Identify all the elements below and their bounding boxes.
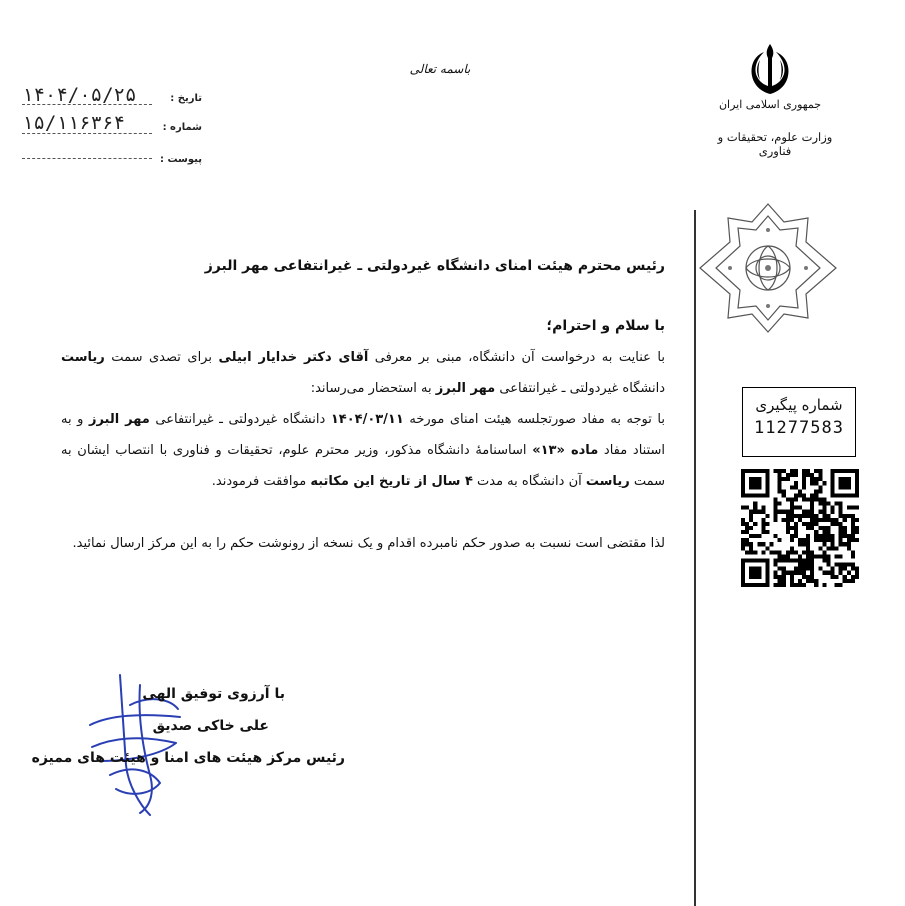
p2-university: مهر البرز (88, 412, 150, 427)
p1-e: دانشگاه غیردولتی ـ غیرانتفاعی (495, 381, 665, 396)
date-label: تاریخ : (170, 93, 202, 104)
date-underline (22, 104, 152, 105)
attachment-label: پیوست : (159, 154, 202, 165)
paragraph-1 (61, 342, 665, 404)
ministry-line-1: جمهوری اسلامی ایران (718, 98, 822, 111)
number-row (22, 112, 202, 134)
p1-position: ریاست (61, 350, 105, 365)
p2-c: دانشگاه غیردولتی ـ غیرانتفاعی (149, 412, 331, 427)
p2-date: ۱۴۰۴/۰۳/۱۱ (330, 412, 404, 427)
p2-k: موافقت فرمودند. (211, 474, 311, 489)
p1-nominee: آقای دکتر خدایار ابیلی (218, 350, 369, 365)
p2-e: و به استناد مفاد (61, 412, 666, 458)
p1-university: مهر البرز (435, 381, 496, 396)
tracking-value: 11277583 (754, 418, 844, 438)
p2-duration: ۴ سال از تاریخ این مکاتبه (310, 474, 473, 489)
p2-article: ماده «۱۳» (532, 443, 599, 458)
signatory-title: رئیس مرکز هیئت های امنا و هیئت های ممیزه (31, 750, 345, 766)
ministry-line-2: وزارت علوم، تحقیقات و فناوری (717, 130, 833, 158)
right-margin-rule (694, 210, 696, 906)
date-row (22, 84, 202, 106)
p2-a: با توجه به مفاد صورتجلسه هیئت امنای مورخه (403, 412, 665, 427)
signature-closing: با آرزوی توفیق الهی (142, 686, 285, 702)
p1-g: به استحضار می‌رساند: (310, 381, 436, 396)
signatory-name: علی خاکی صدیق (152, 718, 269, 734)
recipient-line: رئیس محترم هیئت امنای دانشگاه غیردولتی ـ غیرانتفاعی مهر البرز (204, 258, 665, 274)
attachment-row (22, 146, 202, 168)
tracking-number-box (742, 387, 856, 457)
p2-i: آن دانشگاه به مدت (472, 474, 586, 489)
paragraph-3: لذا مقتضی است نسبت به صدور حکم نامبرده اقدام و یک نسخه از رونوشت حکم را به این مرکز ارسال نمائید. (72, 536, 665, 551)
number-label: شماره : (162, 122, 202, 133)
p1-c: برای تصدی سمت (104, 350, 219, 365)
attachment-underline (22, 158, 152, 159)
invocation-text: باسمه تعالی (409, 62, 471, 76)
p2-position: ریاست (585, 474, 630, 489)
iran-emblem-icon (738, 40, 802, 98)
qr-code-icon (741, 469, 859, 587)
paragraph-2 (61, 404, 665, 497)
date-value: ۱۴۰۴/۰۵/۲۵ (22, 84, 137, 106)
number-value: ۱۵/۱۱۶۳۶۴ (22, 112, 125, 134)
p2-g: اساسنامۀ دانشگاه مذکور، وزیر محترم علوم، تحقیقات و فناوری با انتصاب ایشان به سمت (61, 443, 665, 489)
salutation: با سلام و احترام؛ (546, 318, 665, 334)
p1-a: با عنایت به درخواست آن دانشگاه، مبنی بر معرفی (368, 350, 666, 365)
tracking-label: شماره پیگیری (755, 396, 843, 414)
ornament-icon (696, 200, 840, 336)
number-underline (22, 133, 152, 134)
